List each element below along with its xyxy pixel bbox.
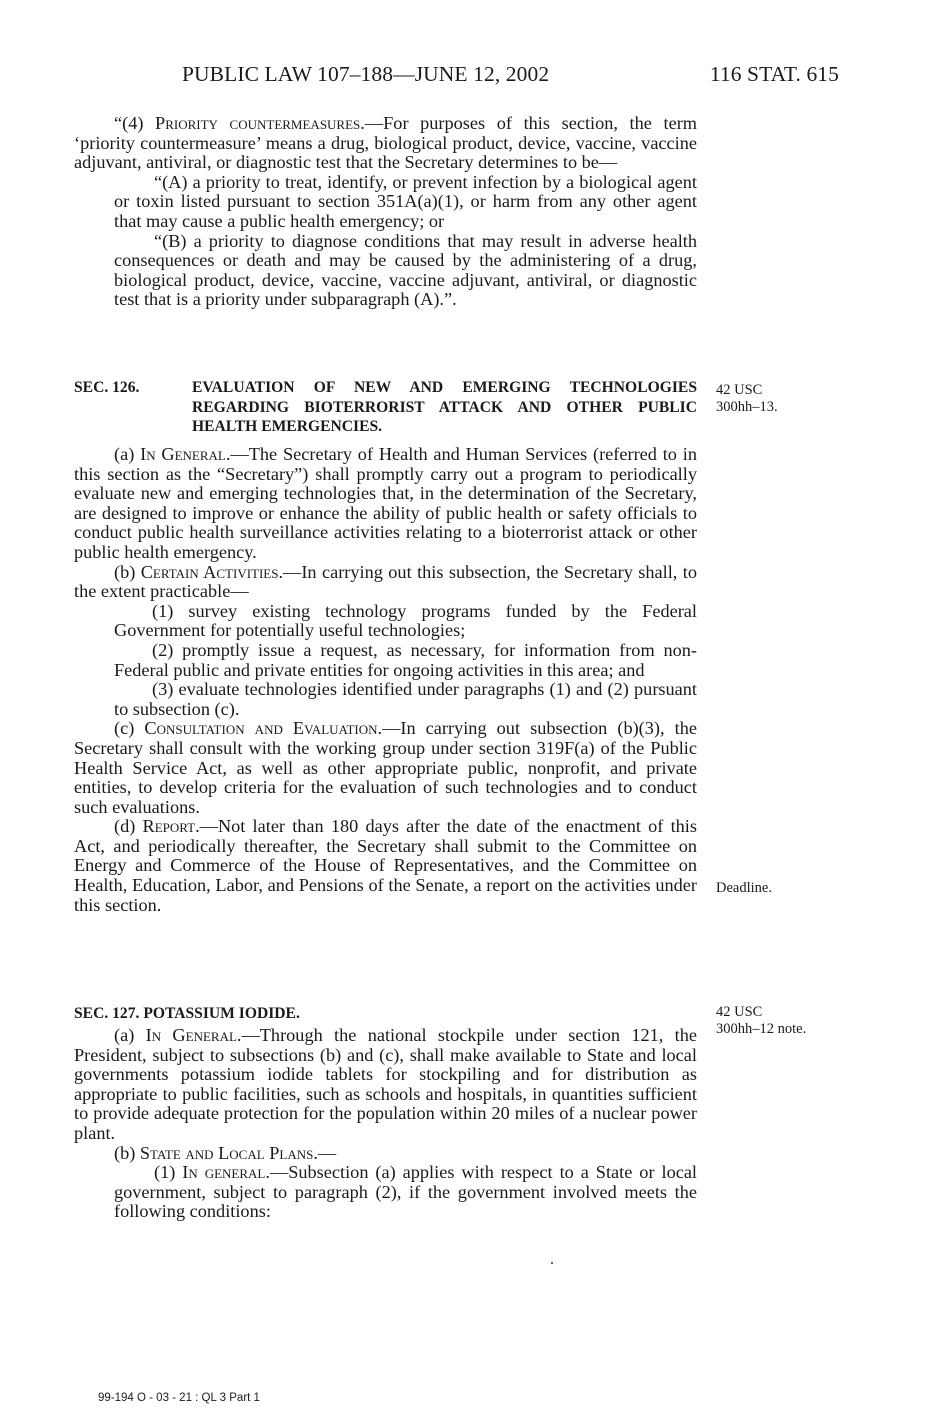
section-title: EVALUATION OF NEW AND EMERGING TECHNOLOGIES REGARDING BIOTERRORIST ATTACK AND OTHER PUBLIC HEALTH EMERGENCIES. [192,379,697,435]
paragraph-heading: Priority countermeasures. [155,113,365,133]
paragraph-4: “(4) Priority countermeasures.—For purposes of this section, the term ‘priority countermeasure’ means a drug, biological product, device, vaccine, vaccine adjuvant, antiviral, or diagnostic test that the Secretary determines to be— [74,113,698,173]
subsection-b: (b) Certain Activities.—In carrying out this subsection, the Secretary shall, to the extent practicable— [74,561,697,602]
usc-citation-note: 42 USC 300hh–13. [716,382,778,415]
subparagraph-b: “(B) a priority to diagnose conditions that may result in adverse health consequences or death and may be caused by the administering of a drug, biological product, device, vaccine, vaccine adjuvant, antiviral, or diagnostic test that is a priority under subparagraph (A).”. [114,230,697,310]
subsection-d: (d) Report.—Not later than 180 days after the date of the enactment of this Act, and periodically thereafter, the Secretary shall submit to the Committee on Energy and Commerce of the House of Representatives, and the Committee on Health, Education, Labor, and Pensions of the Senate, a report on the activities under this section. [74,816,697,915]
print-job-footer: 99-194 O - 03 - 21 : QL 3 Part 1 [98,1392,260,1404]
section-number: SEC. 126. [74,379,140,396]
subsection-a: (a) In General.—The Secretary of Health and Human Services (referred to in this section as the “Secretary”) shall promptly carry out a program to periodically evaluate new and emerging technologies that, in the determination of the Secretary, are designed to improve or enhance the ability of public health or safety officials to conduct public health surveillance activities relating to a bioterrorist attack or other public health emergency. [74,444,697,562]
scan-speck [551,1262,553,1264]
subsection-heading: Consultation and Evaluation. [144,718,383,739]
section-126-heading [74,378,697,437]
subsection-a: (a) In General.—Through the national stockpile under section 121, the President, subject to subsections (b) and (c), shall make available to State and local governments potassium iodide tablets for stockpiling and for distribution as appropriate to public facilities, such as schools and hospitals, in quantities sufficient to provide adequate protection for the population within 20 miles of a nuclear power plant. [74,1025,697,1143]
usc-citation-note: 42 USC 300hh–12 note. [716,1004,807,1037]
paragraph-b1: (1) In general.—Subsection (a) applies with respect to a State or local government, subject to paragraph (2), if the government involved meets the following conditions: [114,1162,698,1222]
subsection-heading: State and Local Plans. [139,1142,318,1163]
deadline-note: Deadline. [716,880,772,896]
subsection-heading: Report. [142,816,200,837]
running-head: PUBLIC LAW 107–188—JUNE 12, 2002 [182,62,550,86]
section-127-heading: SEC. 127. POTASSIUM IODIDE. [74,1005,300,1022]
paragraph-b1: (1) survey existing technology programs funded by the Federal Government for potentially useful technologies; [114,600,697,641]
priority-countermeasures-block [74,114,697,310]
paragraph-heading: In general. [182,1162,270,1183]
subsection-heading: Certain Activities. [140,561,284,582]
paragraph-b3: (3) evaluate technologies identified under paragraphs (1) and (2) pursuant to subsection (c). [114,679,697,719]
subsection-heading: In General. [145,1025,242,1045]
subsection-heading: In General. [140,444,231,464]
subsection-c: (c) Consultation and Evaluation.—In carrying out subsection (b)(3), the Secretary shall consult with the working group under section 319F(a) of the Public Health Service Act, as well as other appropriate public, nonprofit, and private entities, to develop criteria for the evaluation of such technologies and to conduct such evaluations. [74,718,697,817]
subparagraph-a: “(A) a priority to treat, identify, or prevent infection by a biological agent or toxin listed pursuant to section 351A(a)(1), or harm from any other agent that may cause a public health emergency; or [114,171,697,231]
section-126-body [74,445,697,915]
paragraph-b2: (2) promptly issue a request, as necessary, for information from non-Federal public and private entities for ongoing activities in this area; and [114,639,697,680]
page-stat-number: 116 STAT. 615 [709,62,839,86]
subsection-b: (b) State and Local Plans.— [114,1142,337,1163]
section-127-body [74,1026,697,1222]
